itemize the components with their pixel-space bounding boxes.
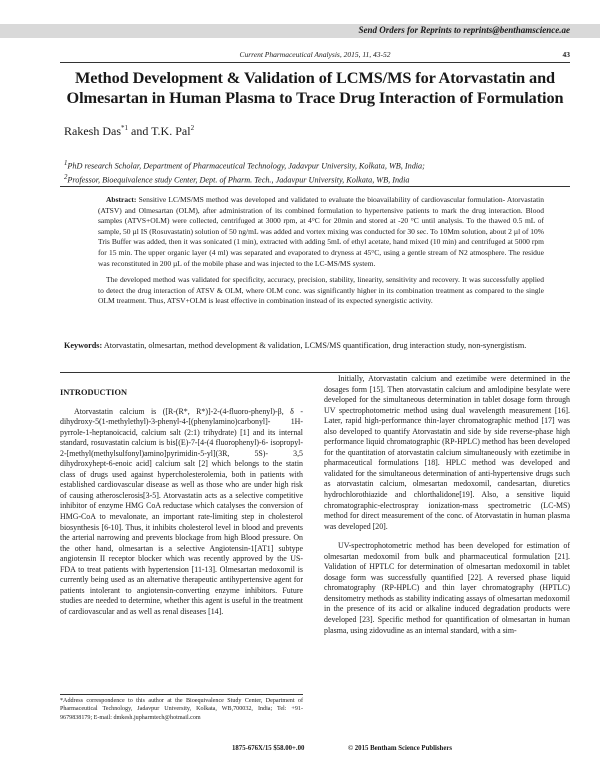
affiliation-item [64,158,570,172]
article-title: Method Development & Validation of LCMS/MS for Atorvastatin and Olmesartan in Human Plasma to Trace Drug Interaction of Formulation [66,68,564,107]
footnote-rule [60,694,303,695]
page-number: 43 [562,50,570,59]
journal-citation: Current Pharmaceutical Analysis, 2015, 11, 43-52 [239,50,391,59]
affiliation-text: PhD research Scholar, Department of Pharmaceutical Technology, Jadavpur University, Kolkata, WB, India; [67,161,425,171]
journal-header [60,50,570,62]
keywords [64,340,570,351]
right-column [324,374,570,636]
reprint-notice: Send Orders for Reprints to reprints@benthamscience.ae [358,25,570,35]
section-heading: INTRODUCTION [60,388,128,397]
author-joiner: and [128,124,152,138]
abstract-text: Sensitive LC/MS/MS method was developed and validated to evaluate the bioavailability of cardiovascular formulation- Atorvastatin (ATSV) and Olmesartan (OLM), after administration of its combined formulation to hypertensive patients to mark the drug interaction. Blood samples (ATVS+OLM) were collected, centrifuged at 3000 rpm, at 4°C for 20min and stored at -20 °C until analysis. To the thawed 0.5 mL of sample, 50 µl IS (Rosuvastatin) solution of 50 ng/mL was added and vortex mixing was conducted for 30 sec. To 10Mm solution, about 2 µl of 10% Tris Buffer was added, then it was sonicated (1 min), extracted with adding 5mL of ethyl acetate, hand mixed (10 min) and centrifuged at 5000 rpm for 15 min. The upper organic layer (4 ml) was separated and evaporated to dryness at 45°C, using a gentle stream of N2 atmosphere. The residue was reconstituted in 200 µL of the mobile phase and was injected to the LC-MS/MS system. [98,195,544,268]
author-superscript: *1 [121,124,128,132]
affiliation-superscript: 1 [64,160,68,167]
keywords-label: Keywords: [64,341,103,350]
left-column [60,388,303,617]
affiliation-item [64,172,570,186]
abstract-label: Abstract: [106,195,137,204]
affiliation-rule [60,186,570,187]
abstract [98,195,544,313]
issn-line: 1875-676X/15 $58.00+.00 [232,745,305,752]
body-paragraph: Atorvastatin calcium is ([R-(R*, R*)]-2-(4-fluoro-phenyl)-β, δ - dihydroxy-5(1-methylethyl)-3-phenyl-4-[(phenylamino)carbonyl]- 1H-pyrrole-1-heptanoicacid, calcium salt (2:1) trihydrate) [1] and its internal standard, rosuvastatin calcium is bis[(E)-7-[4-(4 fluorophenyl)-6- isopropyl-2-[methyl(methylsulfonyl)amino]pyrimidin-5-yl](3R, 5S)- 3,5 dihydroxyhept-6-enoic acid] calcium salt [2] which belongs to the statin class of drugs used against hypercholesterolemia, both in patients with established cardiovascular disease as well as those who are under high risk of causing atherosclerosis[3-5]. Atorvastatin acts as a selective competitive inhibitor of enzyme HMG CoA reductase which catalyses the conversion of HMG-CoA to mevalonate, an important rate-limiting step in cholesterol biosynthesis [6-10]. Thus, it inhibits cholesterol level in blood and prevents the arterial narrowing and prevents blockage from high Blood pressure. On the other hand, olmesartan is a selective Angiotensin-1[AT1] subtype angiotensin II receptor blocker which was recently approved by the US-FDA to treat patients with hypertension [11-13]. Olmesartan medoxomil is currently being used as an alternative therapeutic antihypertensive agent for patients intolerant to angiotensin-converting enzyme inhibitors. Future studies are needed to determine, whether this agent is useful in the treatment of cardiovascular and as well as renal diseases [14]. [60,406,303,616]
copyright-line: © 2015 Bentham Science Publishers [348,745,453,752]
affiliation-text: Professor, Bioequivalence study Center, Dept. of Pharm. Tech., Jadavpur University, Kolkata, WB, India [67,175,410,185]
keywords-rule [60,372,570,373]
abstract-paragraph: The developed method was validated for specificity, accuracy, precision, stability, linearity, sensitivity and recovery. It was successfully applied to detect the drug interaction of ATSV & OLM, where OLM conc. was significantly higher in its combination treatment as compared to the single OLM treatment. Thus, ATSV+OLM is least effective in combination instead of its expected synergistic activity. [98,275,544,306]
abstract-paragraph [98,195,544,269]
affiliations [64,158,570,185]
author-name: Rakesh Das [64,124,121,138]
affiliation-superscript: 2 [64,173,68,181]
author-line [64,124,194,139]
header-rule [60,62,570,63]
author-name: T.K. Pal [151,124,191,138]
body-paragraph: UV-spectrophotometric method has been developed for estimation of olmesartan medoxomil from bulk and pharmaceutical formulation [21]. Validation of HPTLC for determination of olmesartan medoxomil in tablet dosage form was successfully quantified [22]. A reversed phase liquid chromatography (RP-HPLC) and thin layer chromatography (HPTLC) densitometry methods as stability indicating assays of olmesartan medoxomil in the presence of its acid or alkaline induced degradation products were developed [23]. Specific method for quantification of olmesartan in human plasma, using zidovudine as an internal standard, with a sim- [324,541,570,635]
keywords-text: Atorvastatin, olmesartan, method development & validation, LCMS/MS quantification, drug interaction study, non-synergistism. [103,341,527,350]
correspondence-footnote: *Address correspondence to this author at the Bioequivalence Study Center, Department of Pharmaceutical Technology, Jadavpur University, Kolkata, WB,700032, India; Tel: +91-9679838179; E-mail: dmkesh.jupharmtech@hotmail.com [60,698,303,721]
body-paragraph: Initially, Atorvastatin calcium and ezetimibe were determined in the dosages form [15]. Then atorvastatin calcium and amlodipine besylate were developed for the simultaneous determination in tablet dosage form through UV spectrophotometric method using dual wavelength measurement [16]. Later, rapid high-performance thin-layer chromatographic method [17] was also developed to quantify Atorvastatin and side by side reverse-phase high performance liquid chromatographic (RP-HPLC) method has been developed for the quantitation of atorvastatin calcium simultaneously with ezetimibe in pharmaceutical formulations [18]. HPLC method was developed and validated for the simultaneous determination of anti-hypertensive drugs such as atorvastatin calcium, olmesartan medoxomil, candesartan, diuretics hydrochlorothiazide and chlorthalidone[19]. Also, a sensitive liquid chromatographic-electrospray ionization-mass spectrometric (LC-MS) method for direct measurement of the conc. of Atorvastatin in human plasma was developed [20]. [324,374,570,531]
author-superscript: 2 [190,124,195,132]
